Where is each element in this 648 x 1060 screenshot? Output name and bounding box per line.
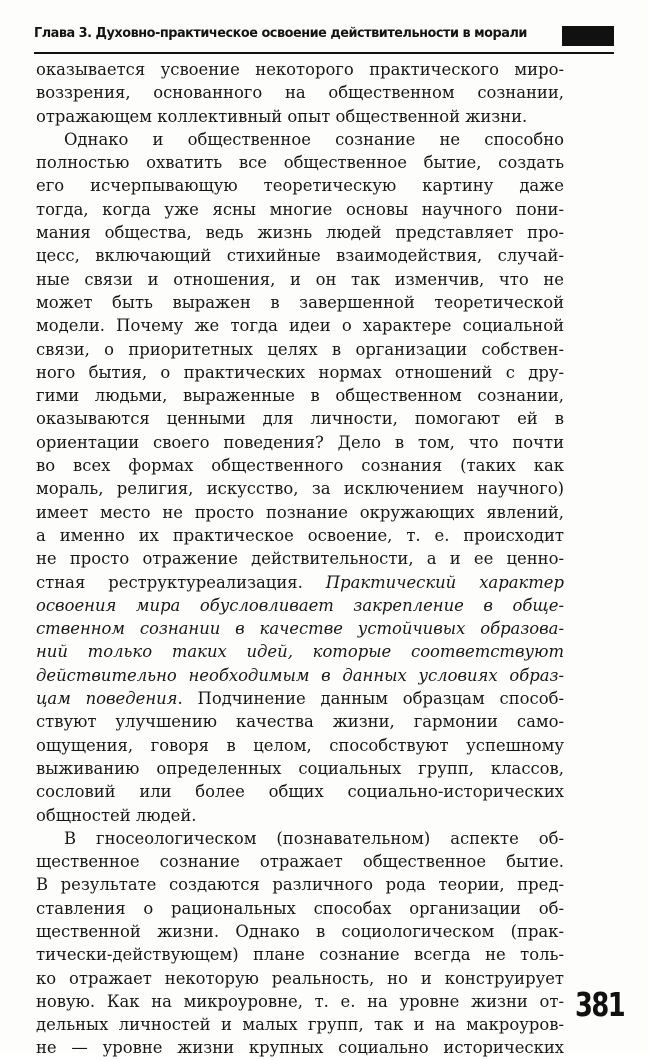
italic-run: действительно необходимым в данных условиях образ- xyxy=(36,665,564,685)
text-run: ко отражает некоторую реальность, но и конструирует xyxy=(36,968,564,988)
text-run: может быть выражен в завершенной теоретической xyxy=(36,292,564,312)
text-run: не просто отражение действительности, а и ее ценно- xyxy=(36,549,564,569)
text-line xyxy=(36,897,564,920)
text-run: ного бытия, о практических нормах отношений с дру- xyxy=(36,362,564,382)
text-run: имеет место не просто познание окружающих явлений, xyxy=(36,502,564,522)
text-run: ставления о рациональных способах организации об- xyxy=(36,898,564,918)
text-run: оказывается усвоение некоторого практического миро- xyxy=(36,60,564,79)
text-line xyxy=(36,314,564,337)
italic-run: ний только таких идей, которые соответствуют xyxy=(36,642,564,662)
text-run: во всех формах общественного сознания (таких как xyxy=(36,456,564,476)
body-text xyxy=(36,58,564,1060)
text-line xyxy=(36,151,564,174)
text-line xyxy=(36,687,564,710)
text-line xyxy=(36,407,564,430)
text-run: цесс, включающий стихийные взаимодействия, случай- xyxy=(36,246,564,266)
text-run: мораль, религия, искусство, за исключением научного) xyxy=(36,479,564,499)
text-line xyxy=(36,571,564,594)
text-line xyxy=(36,734,564,757)
text-run: отражающем коллективный опыт общественной жизни. xyxy=(36,106,528,126)
text-run: общностей людей. xyxy=(36,805,197,825)
text-line xyxy=(36,291,564,314)
text-run: а именно их практическое освоение, т. е. происходит xyxy=(36,525,564,545)
text-line xyxy=(36,873,564,896)
text-run: тогда, когда уже ясны многие основы научного пони- xyxy=(36,199,564,219)
text-run: ориентации своего поведения? Дело в том, что почти xyxy=(36,432,564,452)
text-line xyxy=(36,780,564,803)
text-run: ощущения, говоря в целом, способствуют успешному xyxy=(36,735,564,755)
text-line xyxy=(36,967,564,990)
italic-run: ственном сознании в качестве устойчивых образова- xyxy=(36,619,564,639)
text-line xyxy=(36,617,564,640)
text-run: ные связи и отношения, и он так изменчив, что не xyxy=(36,269,564,289)
text-line xyxy=(36,244,564,267)
text-run: сословий или более общих социально-исторических xyxy=(36,782,564,802)
running-header xyxy=(34,24,614,54)
text-line xyxy=(36,664,564,687)
text-line xyxy=(36,524,564,547)
page-number: 381 xyxy=(575,985,625,1024)
text-line xyxy=(36,920,564,943)
text-line xyxy=(36,943,564,966)
text-line xyxy=(36,850,564,873)
text-line xyxy=(36,338,564,361)
text-run: выживанию определенных социальных групп, классов, xyxy=(36,758,564,778)
text-run: новую. Как на микроуровне, т. е. на уровне жизни от- xyxy=(36,991,564,1011)
text-line xyxy=(36,477,564,500)
text-run: полностью охватить все общественное бытие, создать xyxy=(36,153,564,173)
text-run: В гносеологическом (познавательном) аспекте об- xyxy=(64,828,564,848)
text-line xyxy=(36,384,564,407)
text-line xyxy=(36,431,564,454)
text-run: тически-действующем) плане сознание всегда не толь- xyxy=(36,945,564,965)
text-line xyxy=(36,594,564,617)
text-line xyxy=(36,827,564,850)
text-line xyxy=(36,1013,564,1036)
text-run: мания общества, ведь жизнь людей представляет про- xyxy=(36,223,564,243)
text-line xyxy=(36,990,564,1013)
text-run: не — уровне жизни крупных социально исторических xyxy=(36,1038,564,1058)
text-run: стная реструктуреализация. xyxy=(36,572,326,592)
text-line xyxy=(36,361,564,384)
text-run: его исчерпывающую теоретическую картину даже xyxy=(36,176,564,196)
italic-run: цам поведения. xyxy=(36,689,183,709)
text-line xyxy=(36,128,564,151)
text-run: воззрения, основанного на общественном сознании, xyxy=(36,83,564,103)
text-run: модели. Почему же тогда идеи о характере социальной xyxy=(36,316,564,336)
text-run: оказываются ценными для личности, помогают ей в xyxy=(36,409,564,429)
italic-run: Практический характер xyxy=(325,572,564,592)
text-line xyxy=(36,640,564,663)
text-line xyxy=(36,174,564,197)
text-line xyxy=(36,105,564,128)
italic-run: освоения мира обусловливает закрепление в обще- xyxy=(36,595,564,615)
text-line xyxy=(36,198,564,221)
text-run: связи, о приоритетных целях в организации собствен- xyxy=(36,339,564,359)
text-line xyxy=(36,757,564,780)
text-run: В результате создаются различного рода теории, пред- xyxy=(36,875,564,895)
text-line xyxy=(36,547,564,570)
text-run: Подчинение данным образцам способ- xyxy=(182,689,564,709)
chapter-title: Глава 3. Духовно-практическое освоение действительности в морали xyxy=(34,26,527,41)
text-line xyxy=(36,1036,564,1059)
text-line xyxy=(36,804,564,827)
text-line xyxy=(36,58,564,81)
text-line xyxy=(36,81,564,104)
text-line xyxy=(36,454,564,477)
text-run: ствуют улучшению качества жизни, гармонии само- xyxy=(36,712,564,732)
text-line xyxy=(36,501,564,524)
text-line xyxy=(36,268,564,291)
text-run: щественной жизни. Однако в социологическом (прак- xyxy=(36,921,564,941)
text-run: щественное сознание отражает общественное бытие. xyxy=(36,852,564,872)
header-black-bar xyxy=(562,26,614,46)
text-run: Однако и общественное сознание не способно xyxy=(64,129,564,149)
text-line xyxy=(36,710,564,733)
text-run: гими людьми, выраженные в общественном сознании, xyxy=(36,386,564,406)
text-line xyxy=(36,221,564,244)
text-run: дельных личностей и малых групп, так и на макроуров- xyxy=(36,1015,564,1035)
